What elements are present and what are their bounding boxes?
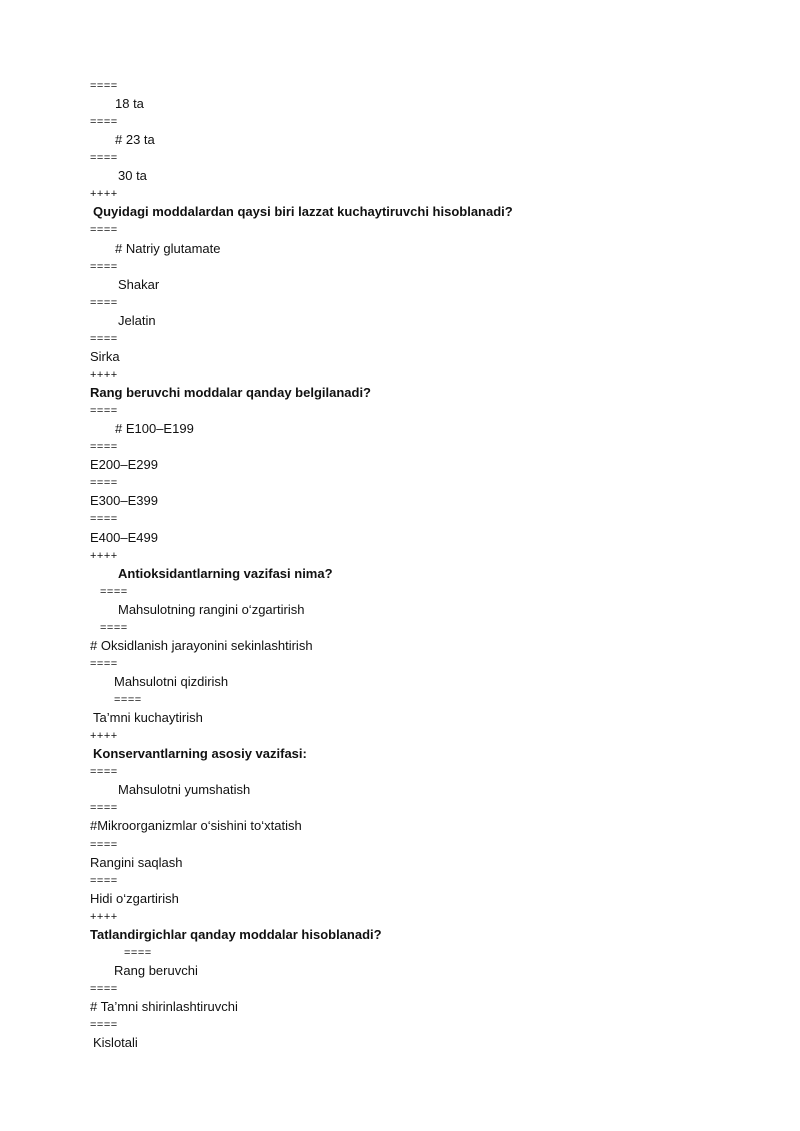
separator-line: ==== xyxy=(90,441,118,454)
separator-line: ==== xyxy=(90,80,118,92)
separator-line: ==== xyxy=(90,802,118,815)
separator-line: ==== xyxy=(90,332,118,345)
answer-option: Mahsulotning rangini o‘zgartirish xyxy=(118,601,305,617)
separator-line: ==== xyxy=(90,260,118,273)
answer-option: Rang beruvchi xyxy=(114,962,198,978)
answer-option: Mahsulotni yumshatish xyxy=(118,782,251,798)
separator-line: ==== xyxy=(90,405,118,418)
answer-option: #Mikroorganizmlar o‘sishini to‘xtatish xyxy=(90,818,302,834)
answer-option: # 23 ta xyxy=(115,132,155,148)
answer-option: Ta’mni kuchaytirish xyxy=(93,710,203,726)
separator-line: ==== xyxy=(90,766,118,779)
answer-option: Shakar xyxy=(118,276,160,292)
separator-line: ==== xyxy=(90,874,118,887)
question-text: Rang beruvchi moddalar qanday belgilanadi? xyxy=(90,385,371,401)
answer-option: 30 ta xyxy=(118,168,147,184)
separator-line: ==== xyxy=(100,621,128,634)
separator-line: ++++ xyxy=(90,910,118,923)
separator-line: ==== xyxy=(90,296,118,309)
question-text: Antioksidantlarning vazifasi nima? xyxy=(118,565,333,581)
answer-option: Jelatin xyxy=(118,312,156,328)
separator-line: ==== xyxy=(114,694,142,707)
answer-option: E200–E299 xyxy=(90,457,158,473)
separator-line: ++++ xyxy=(90,188,118,201)
separator-line: ++++ xyxy=(90,549,118,562)
separator-line: ==== xyxy=(90,1019,118,1032)
answer-option: Rangini saqlash xyxy=(90,854,183,870)
separator-line: ++++ xyxy=(90,730,118,743)
separator-line: ==== xyxy=(124,946,152,959)
separator-line: ++++ xyxy=(90,368,118,381)
question-text: Tatlandirgichlar qanday moddalar hisoblanadi? xyxy=(90,926,382,942)
answer-option: Mahsulotni qizdirish xyxy=(114,673,229,689)
separator-line: ==== xyxy=(90,224,118,237)
separator-line: ==== xyxy=(90,477,118,490)
answer-option: Kislotali xyxy=(93,1035,138,1051)
answer-option: # E100–E199 xyxy=(115,421,194,437)
answer-option: # Ta’mni shirinlashtiruvchi xyxy=(90,999,238,1015)
question-text: Konservantlarning asosiy vazifasi: xyxy=(93,746,307,762)
separator-line: ==== xyxy=(90,513,118,526)
answer-option: # Oksidlanish jarayonini sekinlashtirish xyxy=(90,637,313,653)
question-text: Quyidagi moddalardan qaysi biri lazzat kuchaytiruvchi hisoblanadi? xyxy=(93,204,513,220)
separator-line: ==== xyxy=(90,983,118,995)
separator-line: ==== xyxy=(100,585,128,598)
answer-option: E400–E499 xyxy=(90,529,158,545)
answer-option: Hidi o‘zgartirish xyxy=(90,890,179,906)
separator-line: ==== xyxy=(90,838,118,851)
answer-option: Sirka xyxy=(90,348,120,364)
answer-option: 18 ta xyxy=(115,96,144,112)
separator-line: ==== xyxy=(90,152,118,165)
answer-option: E300–E399 xyxy=(90,493,158,509)
answer-option: # Natriy glutamate xyxy=(115,240,221,256)
separator-line: ==== xyxy=(90,657,118,670)
separator-line: ==== xyxy=(90,116,118,129)
